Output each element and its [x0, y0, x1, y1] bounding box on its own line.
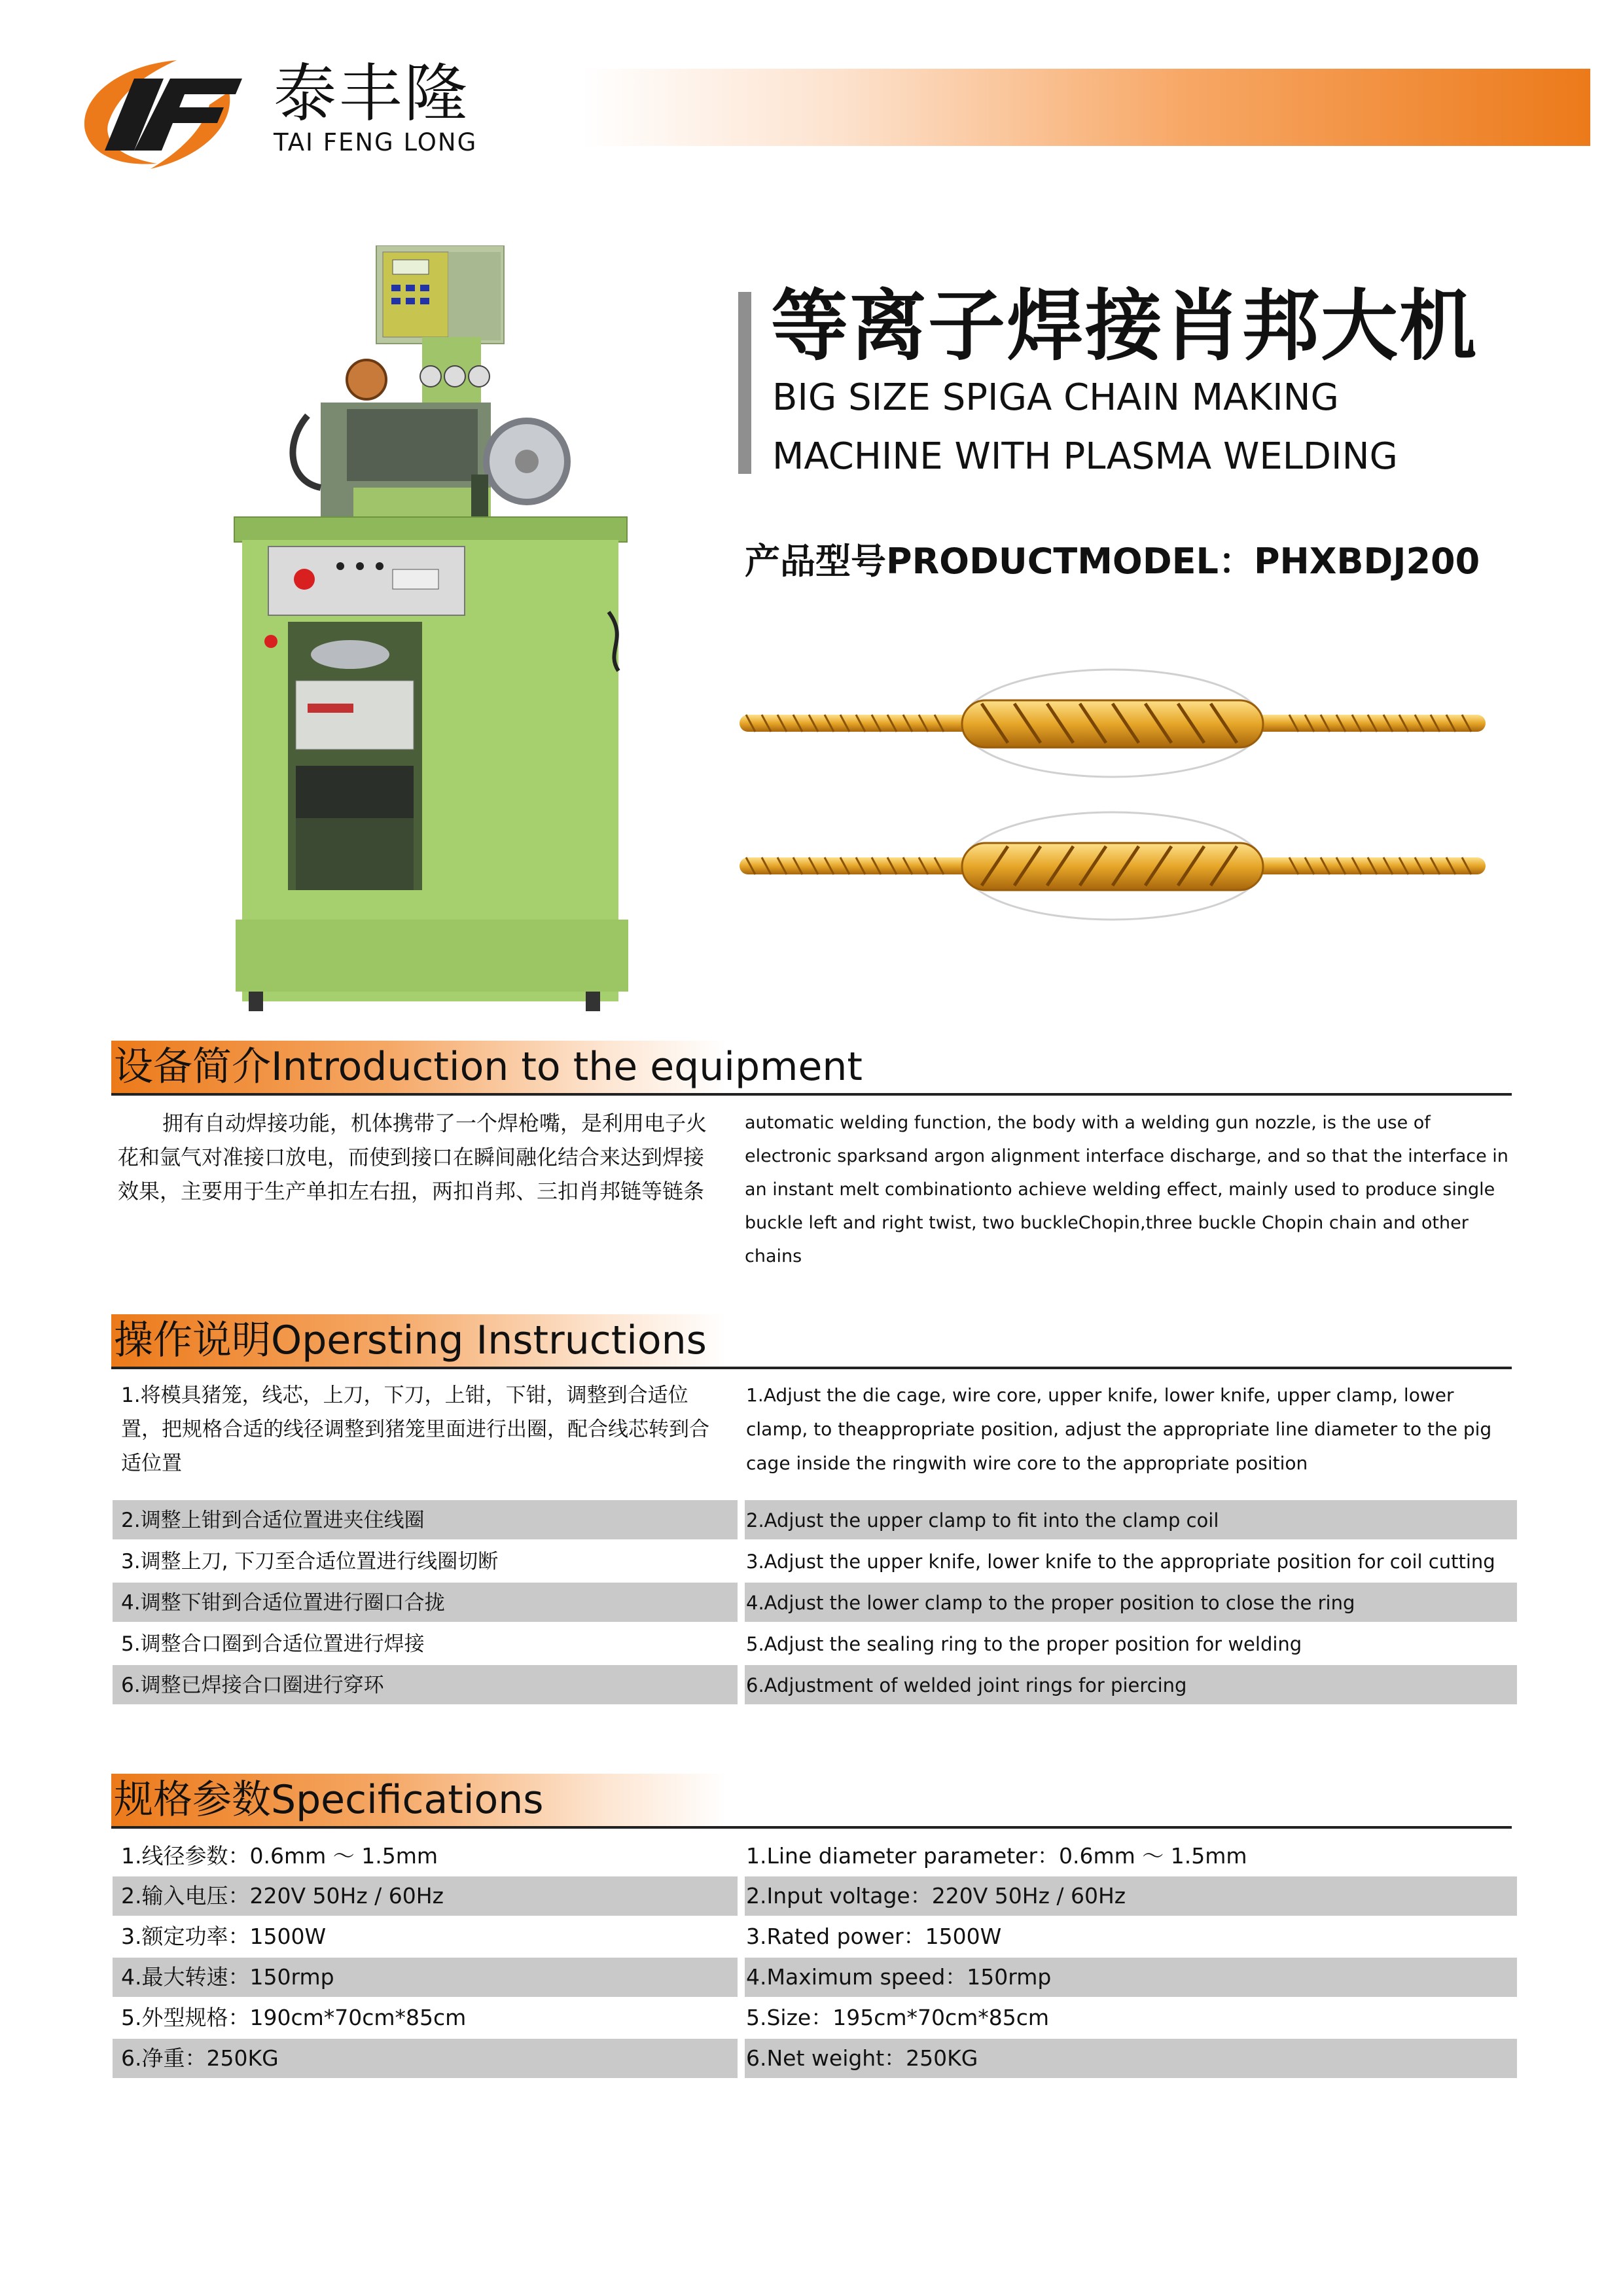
spec-chinese: 1.线径参数：0.6mm 〜 1.5mm	[121, 1843, 438, 1869]
operation-step-chinese: 6.调整已焊接合口圈进行穿环	[121, 1674, 384, 1697]
operation-step-english: 4.Adjust the lower clamp to the proper position to close the ring	[746, 1592, 1355, 1614]
operation-step-chinese: 3.调整上刀, 下刀至合适位置进行线圈切断	[121, 1550, 499, 1573]
product-title-english-line1: BIG SIZE SPIGA CHAIN MAKING	[772, 376, 1339, 419]
title-accent-rule	[738, 292, 751, 474]
section-title: 设备简介Introduction to the equipment	[114, 1044, 863, 1090]
header-gradient-bar	[582, 69, 1590, 146]
product-model: 产品型号PRODUCTMODEL：PHXBDJ200	[745, 541, 1480, 582]
machine-photo	[223, 245, 628, 1028]
section-header-operating-instructions	[111, 1314, 1512, 1369]
section-title: 规格参数Specifications	[114, 1777, 544, 1823]
section-title: 操作说明Opersting Instructions	[114, 1318, 707, 1363]
operation-step-chinese: 4.调整下钳到合适位置进行圈口合拢	[121, 1591, 445, 1615]
section-header-introduction	[111, 1041, 1512, 1096]
company-logo-icon	[72, 52, 249, 177]
product-title-chinese: 等离子焊接肖邦大机	[771, 281, 1478, 371]
spec-english: 1.Line diameter parameter：0.6mm 〜 1.5mm	[746, 1843, 1247, 1869]
spec-english: 4.Maximum speed：150rmp	[746, 1964, 1052, 1990]
operation-step-english: 6.Adjustment of welded joint rings for piercing	[746, 1674, 1187, 1696]
operation-step-english: 3.Adjust the upper knife, lower knife to the appropriate position for coil cutting	[746, 1551, 1495, 1573]
product-title-english-line2: MACHINE WITH PLASMA WELDING	[772, 435, 1398, 478]
spec-english: 3.Rated power：1500W	[746, 1924, 1002, 1949]
operation-step-1-english: 1.Adjust the die cage, wire core, upper knife, lower knife, upper clamp, lower clamp, to theappropriate position, adjust the appropriate line diameter to the pig cage inside the ringwith wire core to the appropriate position	[746, 1384, 1492, 1474]
spec-chinese: 3.额定功率：1500W	[121, 1924, 327, 1949]
operation-step-english: 2.Adjust the upper clamp to fit into the clamp coil	[746, 1509, 1219, 1532]
intro-text-english: automatic welding function, the body with a welding gun nozzle, is the use of electronic sparksand argon alignment interface discharge, and so that the interface in an instant melt combinationto achieve welding effect, mainly used to produce single buckle left and right twist, two buckleChopin,three buckle Chopin chain and other chains	[745, 1113, 1508, 1266]
intro-text-chinese: 拥有自动焊接功能，机体携带了一个焊枪嘴，是利用电子火花和氩气对准接口放电，而使到接口在瞬间融化结合来达到焊接效果，主要用于生产单扣左右扭，两扣肖邦、三扣肖邦链等链条	[118, 1111, 707, 1204]
spec-english: 5.Size：195cm*70cm*85cm	[746, 2005, 1050, 2030]
brand-name-english: TAI FENG LONG	[274, 128, 478, 156]
spec-chinese: 4.最大转速：150rmp	[121, 1964, 334, 1990]
chain-sample-image	[740, 810, 1486, 922]
spec-chinese: 6.净重：250KG	[121, 2045, 279, 2071]
operation-step-chinese: 5.调整合口圈到合适位置进行焊接	[121, 1632, 425, 1656]
chain-sample-image	[740, 668, 1486, 779]
operation-step-1-chinese: 1.将模具猪笼，线芯，上刀，下刀，上钳，下钳，调整到合适位置，把规格合适的线径调整到猪笼里面进行出圈，配合线芯转到合适位置	[121, 1384, 709, 1475]
brand-name-chinese: 泰丰隆	[274, 57, 470, 130]
operation-step-english: 5.Adjust the sealing ring to the proper position for welding	[746, 1633, 1302, 1655]
spec-english: 2.Input voltage：220V 50Hz / 60Hz	[746, 1883, 1126, 1909]
spec-chinese: 2.输入电压：220V 50Hz / 60Hz	[121, 1883, 444, 1909]
section-header-specifications	[111, 1774, 1512, 1829]
spec-english: 6.Net weight：250KG	[746, 2045, 978, 2071]
operation-step-chinese: 2.调整上钳到合适位置进夹住线圈	[121, 1509, 425, 1532]
spec-chinese: 5.外型规格：190cm*70cm*85cm	[121, 2005, 467, 2030]
